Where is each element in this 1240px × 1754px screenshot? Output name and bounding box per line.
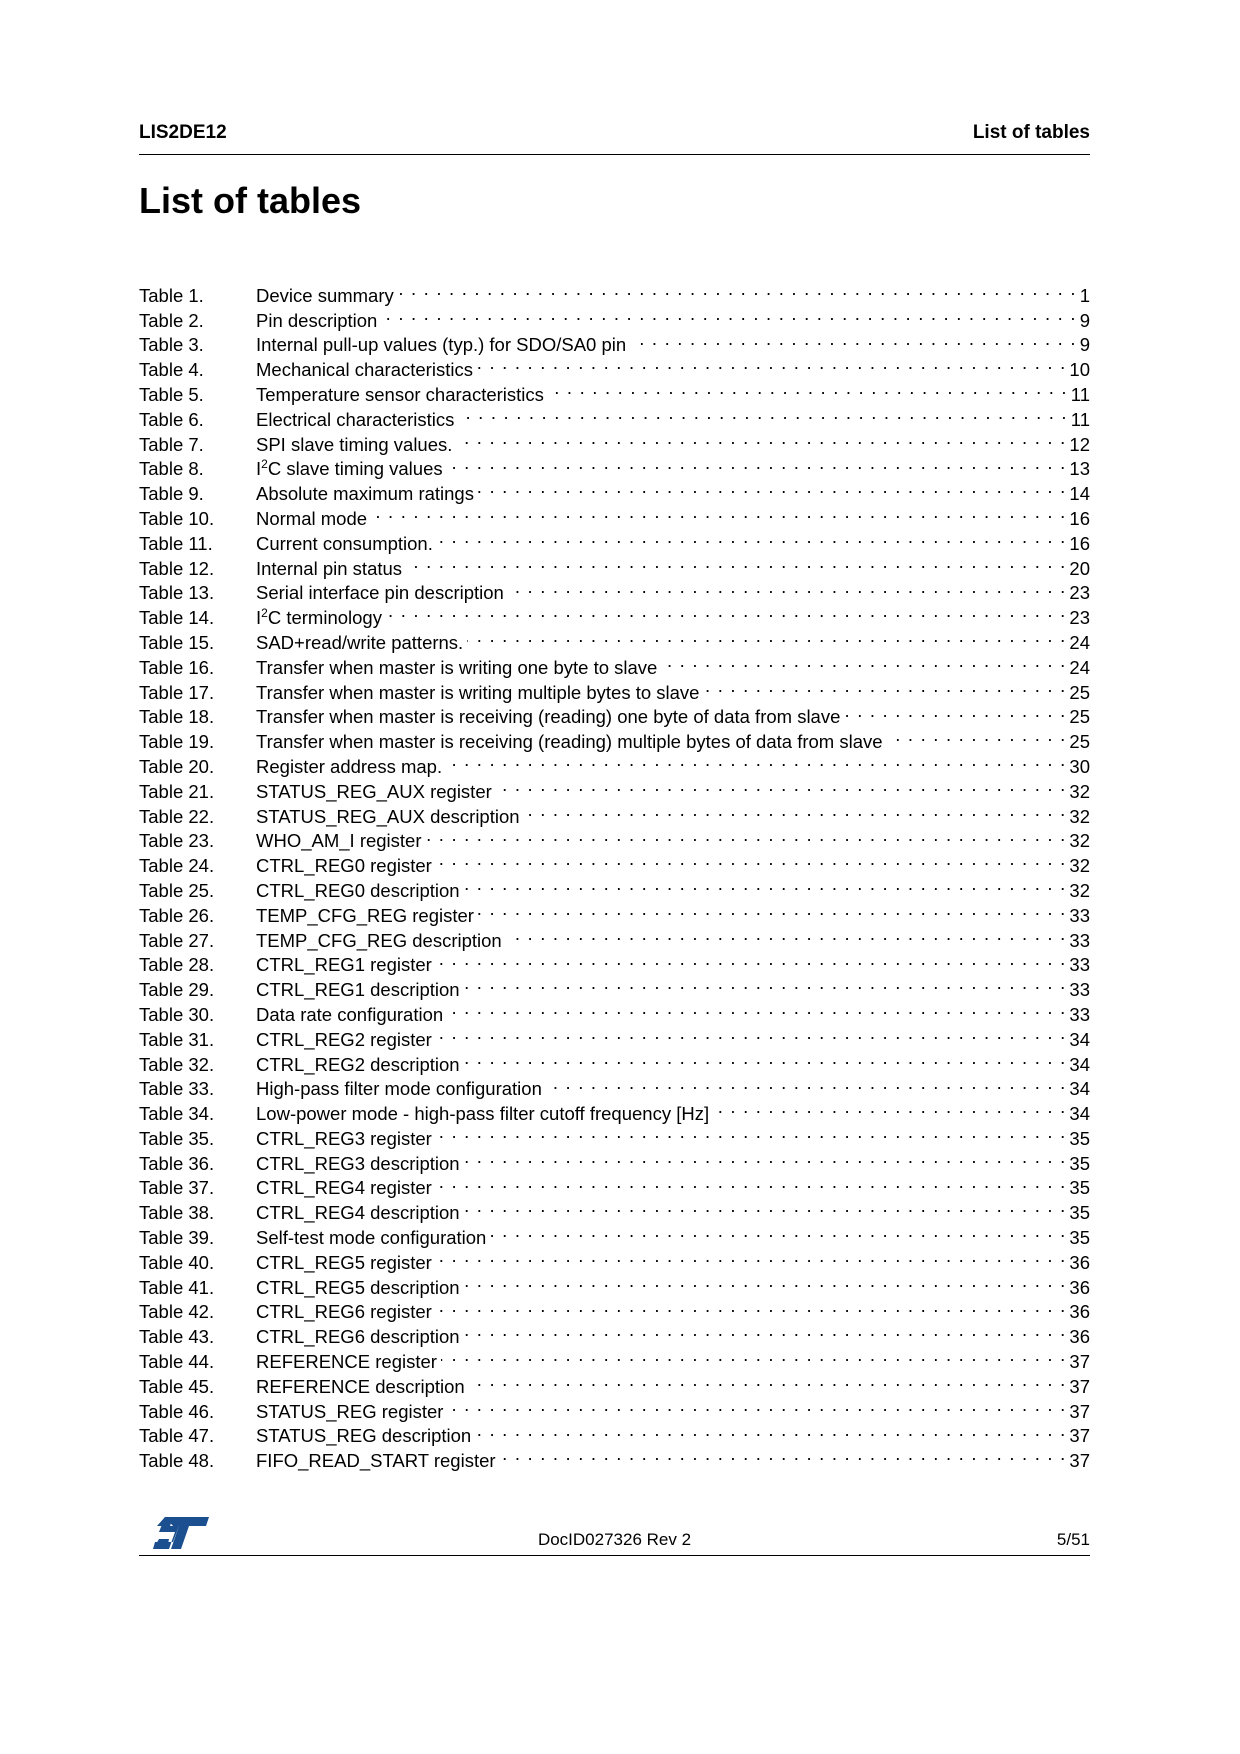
toc-entry-title: Internal pull-up values (typ.) for SDO/SA0 pin <box>256 333 630 358</box>
toc-entry-label: Table 36. <box>139 1152 215 1174</box>
dot-leader <box>464 1145 1067 1170</box>
toc-entry[interactable] <box>139 699 1090 728</box>
toc-entry-page: 37 <box>1069 1450 1090 1472</box>
toc-entry-title: REFERENCE register <box>256 1350 441 1375</box>
dot-leader <box>548 376 1068 401</box>
toc-entry[interactable] <box>139 1120 1090 1149</box>
toc-entry-title: CTRL_REG1 register <box>256 953 436 978</box>
toc-entry[interactable] <box>139 426 1090 455</box>
dot-leader <box>447 451 1067 476</box>
toc-entry-page: 25 <box>1069 731 1090 753</box>
toc-entry[interactable] <box>139 798 1090 827</box>
toc-entry-title: Electrical characteristics <box>256 408 458 433</box>
dot-leader <box>887 723 1067 748</box>
toc-entry[interactable] <box>139 327 1090 356</box>
dot-leader <box>436 947 1067 972</box>
toc-entry[interactable] <box>139 971 1090 1001</box>
dot-leader <box>508 575 1067 600</box>
toc-entry-page: 35 <box>1069 1177 1090 1199</box>
toc-entry-label: Table 8. <box>139 458 204 480</box>
toc-entry-label: Table 9. <box>139 483 204 505</box>
toc-entry-page: 9 <box>1079 334 1090 356</box>
toc-entry-label: Table 39. <box>139 1227 215 1249</box>
toc-entry-title: Transfer when master is writing multiple bytes to slave <box>256 681 703 706</box>
toc-entry-page: 33 <box>1069 1003 1090 1025</box>
toc-entry-title: CTRL_REG4 register <box>256 1176 436 1201</box>
toc-entry-page: 23 <box>1069 582 1090 604</box>
toc-entry-label: Table 28. <box>139 954 215 976</box>
dot-leader <box>661 649 1066 674</box>
toc-entry-title: CTRL_REG5 register <box>256 1251 436 1276</box>
toc-entry-page: 20 <box>1069 557 1090 579</box>
toc-entry-page: 32 <box>1069 879 1090 901</box>
dot-leader <box>478 475 1066 500</box>
toc-entry[interactable] <box>139 302 1090 331</box>
toc-entry[interactable] <box>139 351 1090 381</box>
toc-entry-page: 37 <box>1069 1351 1090 1373</box>
toc-entry-page: 33 <box>1069 904 1090 926</box>
toc-entry-label: Table 48. <box>139 1450 215 1472</box>
toc-entry-page: 16 <box>1069 507 1090 529</box>
toc-entry-page: 36 <box>1069 1276 1090 1298</box>
dot-leader <box>464 872 1067 897</box>
toc-entry-page: 30 <box>1069 755 1090 777</box>
toc-entry-title: CTRL_REG4 description <box>256 1201 464 1226</box>
toc-entry-label: Table 42. <box>139 1301 215 1323</box>
dot-leader <box>467 624 1066 649</box>
toc-entry-label: Table 22. <box>139 805 215 827</box>
toc-entry[interactable] <box>139 1219 1090 1249</box>
dot-leader <box>436 847 1067 872</box>
toc-entry-page: 32 <box>1069 780 1090 802</box>
toc-entry-title: Temperature sensor characteristics <box>256 383 548 408</box>
toc-entry-label: Table 38. <box>139 1202 215 1224</box>
toc-entry-title: CTRL_REG2 register <box>256 1028 436 1053</box>
toc-entry-label: Table 43. <box>139 1326 215 1348</box>
footer-doc-id: DocID027326 Rev 2 <box>537 1530 692 1549</box>
toc-entry-title: Data rate configuration <box>256 1003 447 1028</box>
toc-entry[interactable] <box>139 1021 1090 1050</box>
toc-entry-title: STATUS_REG_AUX register <box>256 780 496 805</box>
toc-entry-page: 33 <box>1069 954 1090 976</box>
toc-entry[interactable] <box>139 599 1090 629</box>
dot-leader <box>436 1294 1067 1319</box>
dot-leader <box>464 1046 1067 1071</box>
toc-entry-label: Table 46. <box>139 1400 215 1422</box>
toc-entry[interactable] <box>139 624 1090 653</box>
toc-entry-page: 34 <box>1069 1028 1090 1050</box>
toc-entry-label: Table 3. <box>139 334 204 356</box>
toc-entry-label: Table 44. <box>139 1351 215 1373</box>
toc-entry-page: 34 <box>1069 1103 1090 1125</box>
toc-entry[interactable] <box>139 1368 1090 1397</box>
toc-entry-label: Table 30. <box>139 1003 215 1025</box>
toc-entry-title: Register address map. <box>256 755 446 780</box>
toc-entry-title: FIFO_READ_START register <box>256 1449 500 1474</box>
toc-entry-label: Table 11. <box>139 532 213 554</box>
dot-leader <box>386 599 1066 624</box>
dot-leader <box>506 922 1067 947</box>
toc-entry-title: STATUS_REG register <box>256 1400 447 1425</box>
dot-leader <box>844 699 1066 724</box>
page-footer <box>139 1513 1090 1556</box>
toc-entry-label: Table 27. <box>139 929 215 951</box>
toc-entry[interactable] <box>139 649 1090 678</box>
toc-entry-label: Table 34. <box>139 1103 215 1125</box>
dot-leader <box>475 1418 1066 1443</box>
toc-entry-page: 36 <box>1069 1301 1090 1323</box>
toc-entry-title: STATUS_REG_AUX description <box>256 805 524 830</box>
toc-entry-page: 35 <box>1069 1202 1090 1224</box>
toc-entry[interactable] <box>139 500 1090 529</box>
header-section: List of tables <box>972 122 1090 143</box>
toc-entry-page: 23 <box>1069 607 1090 629</box>
toc-entry-page: 34 <box>1069 1078 1090 1100</box>
toc-entry-title: SAD+read/write patterns. <box>256 631 467 656</box>
toc-entry[interactable] <box>139 1343 1090 1373</box>
toc-entry-label: Table 23. <box>139 830 215 852</box>
toc-entry-page: 25 <box>1069 681 1090 703</box>
toc-entry[interactable] <box>139 897 1090 926</box>
toc-entry[interactable] <box>139 1318 1090 1348</box>
toc-entry-page: 36 <box>1069 1251 1090 1273</box>
toc-entry[interactable] <box>139 1071 1090 1100</box>
toc-entry-title: High-pass filter mode configuration <box>256 1077 546 1102</box>
toc-entry-label: Table 33. <box>139 1078 215 1100</box>
toc-entry-label: Table 19. <box>139 731 215 753</box>
toc-entry-title: Device summary <box>256 284 398 309</box>
toc-entry[interactable] <box>139 1046 1090 1075</box>
toc-entry-title: Current consumption. <box>256 532 437 557</box>
dot-leader <box>458 401 1067 426</box>
dot-leader <box>447 1393 1066 1418</box>
header-doc-name: LIS2DE12 <box>139 122 227 143</box>
toc-entry-page: 11 <box>1070 383 1090 405</box>
toc-entry-label: Table 29. <box>139 979 215 1001</box>
page-header <box>139 118 1090 155</box>
toc-entry-title: CTRL_REG0 description <box>256 879 464 904</box>
toc-entry[interactable] <box>139 475 1090 505</box>
toc-entry[interactable] <box>139 996 1090 1025</box>
toc-entry-page: 35 <box>1069 1152 1090 1174</box>
dot-leader <box>371 500 1066 525</box>
dot-leader <box>456 426 1066 451</box>
toc-entry-label: Table 2. <box>139 309 204 331</box>
toc-entry-page: 24 <box>1069 631 1090 653</box>
toc-entry-title-prefix: I <box>256 607 262 629</box>
toc-entry-title: CTRL_REG2 description <box>256 1053 464 1078</box>
toc-entry[interactable] <box>139 1294 1090 1323</box>
toc-entry[interactable] <box>139 674 1090 703</box>
toc-entry-page: 14 <box>1069 483 1090 505</box>
toc-entry-label: Table 45. <box>139 1375 215 1397</box>
dot-leader <box>630 327 1077 352</box>
toc-entry-page: 34 <box>1069 1053 1090 1075</box>
toc-entry-title: WHO_AM_I register <box>256 829 426 854</box>
toc-entry-label: Table 25. <box>139 879 215 901</box>
toc-entry-label: Table 21. <box>139 780 215 802</box>
toc-entry-title: CTRL_REG1 description <box>256 978 464 1003</box>
toc-entry-label: Table 12. <box>139 557 215 579</box>
toc-entry[interactable] <box>139 451 1090 480</box>
dot-leader <box>398 277 1077 302</box>
toc-entry-label: Table 37. <box>139 1177 215 1199</box>
footer-page-number: 5/51 <box>1056 1530 1090 1549</box>
toc-entry-title: Mechanical characteristics <box>256 358 477 383</box>
toc-entry-title: Self-test mode configuration <box>256 1226 490 1251</box>
toc-entry-label: Table 4. <box>139 359 204 381</box>
toc-entry-label: Table 17. <box>139 681 215 703</box>
toc-entry[interactable] <box>139 1244 1090 1273</box>
toc-entry-label: Table 35. <box>139 1127 215 1149</box>
toc-entry-title: SPI slave timing values. <box>256 433 456 458</box>
toc-entry-page: 1 <box>1079 284 1090 306</box>
dot-leader <box>546 1071 1067 1096</box>
toc-entry[interactable] <box>139 550 1090 579</box>
toc-entry-page: 32 <box>1069 855 1090 877</box>
toc-entry-title-text: C terminology <box>267 607 382 629</box>
toc-entry-page: 16 <box>1069 532 1090 554</box>
dot-leader <box>464 1194 1067 1219</box>
toc-entry-label: Table 20. <box>139 755 215 777</box>
toc-entry-title-prefix: I <box>256 458 262 480</box>
toc-entry[interactable] <box>139 1393 1090 1422</box>
toc-entry-title: CTRL_REG6 description <box>256 1325 464 1350</box>
toc-entry-label: Table 1. <box>139 284 204 306</box>
toc-entry-page: 35 <box>1069 1127 1090 1149</box>
toc-entry-label: Table 26. <box>139 904 215 926</box>
toc-entry-label: Table 10. <box>139 507 215 529</box>
dot-leader <box>464 1269 1067 1294</box>
dot-leader <box>426 823 1067 848</box>
toc-entry-page: 36 <box>1069 1326 1090 1348</box>
dot-leader <box>490 1219 1066 1244</box>
toc-entry[interactable] <box>139 773 1090 802</box>
toc-entry-page: 37 <box>1069 1400 1090 1422</box>
dot-leader <box>406 550 1066 575</box>
toc-entry[interactable] <box>139 872 1090 901</box>
toc-entry[interactable] <box>139 1170 1090 1199</box>
toc-entry[interactable] <box>139 1442 1090 1472</box>
dot-leader <box>447 996 1066 1021</box>
toc-entry-label: Table 5. <box>139 383 204 405</box>
toc-entry-title: Low-power mode - high-pass filter cutoff frequency [Hz] <box>256 1102 713 1127</box>
toc-entry-title-superscript: 2 <box>261 606 268 621</box>
toc-entry-page: 9 <box>1079 309 1090 331</box>
page-title: List of tables <box>139 180 362 221</box>
toc-entry[interactable] <box>139 1095 1090 1125</box>
dot-leader <box>500 1442 1067 1467</box>
toc-entry-page: 33 <box>1069 979 1090 1001</box>
toc-entry-label: Table 41. <box>139 1276 215 1298</box>
toc-entry[interactable] <box>139 1269 1090 1298</box>
list-of-tables <box>139 277 1090 1472</box>
toc-entry-title: Transfer when master is writing one byte to slave <box>256 656 661 681</box>
toc-entry[interactable] <box>139 1418 1090 1447</box>
dot-leader <box>437 525 1067 550</box>
dot-leader <box>713 1095 1066 1120</box>
dot-leader <box>381 302 1076 327</box>
toc-entry-label: Table 24. <box>139 855 215 877</box>
toc-entry[interactable] <box>139 1194 1090 1224</box>
toc-entry-page: 11 <box>1070 408 1090 430</box>
toc-entry-title: CTRL_REG3 register <box>256 1127 436 1152</box>
dot-leader <box>477 351 1066 376</box>
toc-entry-title: Pin description <box>256 309 381 334</box>
toc-entry-page: 10 <box>1069 359 1090 381</box>
toc-entry-label: Table 14. <box>139 607 215 629</box>
toc-entry-page: 32 <box>1069 830 1090 852</box>
toc-entry-title: CTRL_REG5 description <box>256 1276 464 1301</box>
dot-leader <box>436 1170 1067 1195</box>
toc-entry-label: Table 47. <box>139 1425 215 1447</box>
toc-entry-label: Table 6. <box>139 408 204 430</box>
toc-entry-page: 33 <box>1069 929 1090 951</box>
toc-entry-label: Table 40. <box>139 1251 215 1273</box>
toc-entry[interactable] <box>139 401 1090 430</box>
toc-entry[interactable] <box>139 376 1090 405</box>
toc-entry[interactable] <box>139 823 1090 852</box>
toc-entry-title: Absolute maximum ratings <box>256 482 478 507</box>
toc-entry-title: Transfer when master is receiving (reading) multiple bytes of data from slave <box>256 730 887 755</box>
toc-entry-title: REFERENCE description <box>256 1375 469 1400</box>
toc-entry[interactable] <box>139 748 1090 777</box>
toc-entry-title-text: C slave timing values <box>267 458 443 480</box>
toc-entry[interactable] <box>139 922 1090 951</box>
toc-entry-page: 25 <box>1069 706 1090 728</box>
toc-entry-title: CTRL_REG6 register <box>256 1300 436 1325</box>
toc-entry-label: Table 13. <box>139 582 215 604</box>
dot-leader <box>436 1021 1067 1046</box>
toc-entry-page: 24 <box>1069 656 1090 678</box>
toc-entry-title: CTRL_REG3 description <box>256 1152 464 1177</box>
toc-entry-title: Internal pin status <box>256 557 406 582</box>
toc-entry-page: 37 <box>1069 1425 1090 1447</box>
dot-leader <box>436 1120 1067 1145</box>
toc-entry-page: 12 <box>1069 433 1090 455</box>
toc-entry-label: Table 31. <box>139 1028 215 1050</box>
toc-entry-title: Normal mode <box>256 507 371 532</box>
toc-entry-title: STATUS_REG description <box>256 1424 475 1449</box>
toc-entry[interactable] <box>139 847 1090 877</box>
toc-entry-page: 35 <box>1069 1227 1090 1249</box>
toc-entry[interactable] <box>139 947 1090 976</box>
toc-entry-title: CTRL_REG0 register <box>256 854 436 879</box>
toc-entry-label: Table 16. <box>139 656 215 678</box>
dot-leader <box>469 1368 1067 1393</box>
toc-entry-title: TEMP_CFG_REG description <box>256 929 506 954</box>
dot-leader <box>441 1343 1066 1368</box>
toc-entry-label: Table 32. <box>139 1053 215 1075</box>
toc-entry[interactable] <box>139 1145 1090 1174</box>
dot-leader <box>464 971 1067 996</box>
dot-leader <box>703 674 1066 699</box>
toc-entry[interactable] <box>139 723 1090 753</box>
toc-entry-title: TEMP_CFG_REG register <box>256 904 478 929</box>
toc-entry[interactable] <box>139 525 1090 554</box>
toc-entry-label: Table 7. <box>139 433 204 455</box>
dot-leader <box>524 798 1067 823</box>
toc-entry-page: 13 <box>1069 458 1090 480</box>
toc-entry-title: Transfer when master is receiving (reading) one byte of data from slave <box>256 705 844 730</box>
dot-leader <box>436 1244 1067 1269</box>
toc-entry-label: Table 15. <box>139 631 215 653</box>
dot-leader <box>464 1318 1067 1343</box>
toc-entry-page: 37 <box>1069 1375 1090 1397</box>
dot-leader <box>446 748 1066 773</box>
toc-entry[interactable] <box>139 575 1090 604</box>
toc-entry-title-superscript: 2 <box>261 457 268 472</box>
toc-entry-title: Serial interface pin description <box>256 581 508 606</box>
toc-entry-label: Table 18. <box>139 706 215 728</box>
toc-entry[interactable] <box>139 277 1090 306</box>
dot-leader <box>478 897 1066 922</box>
toc-entry-page: 32 <box>1069 805 1090 827</box>
dot-leader <box>496 773 1067 798</box>
